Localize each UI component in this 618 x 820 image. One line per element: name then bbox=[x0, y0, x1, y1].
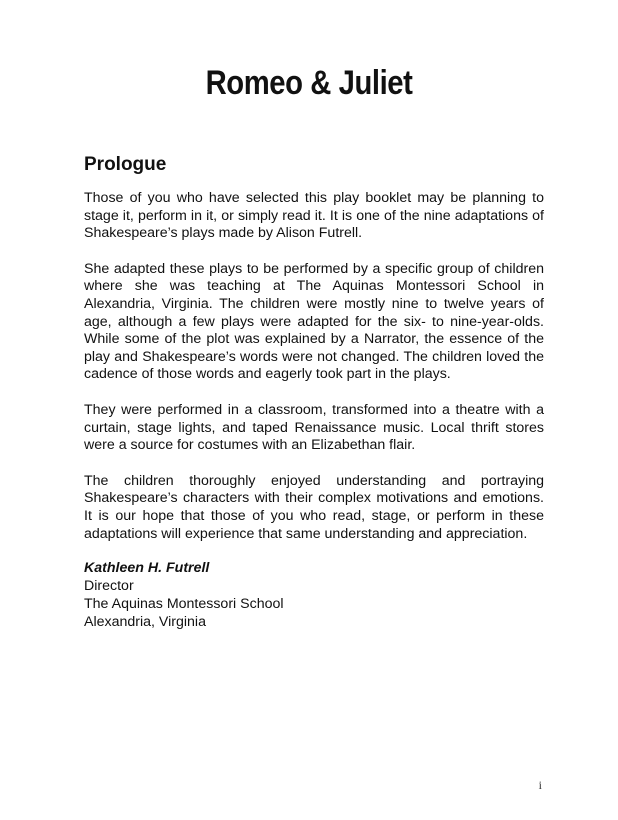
section-heading: Prologue bbox=[84, 154, 167, 175]
paragraph: The children thoroughly enjoyed understanding and portraying Shakespeare’s characters with their complex motivations and emotions. It is our hope that those of you who read, stage, or perform in these adaptations will experience that same understanding and appreciation. bbox=[84, 472, 544, 542]
signature-block bbox=[84, 559, 284, 631]
paragraph: Those of you who have selected this play booklet may be planning to stage it, perform in it, or simply read it. It is one of the nine adaptations of Shakespeare’s plays made by Alison Futrell. bbox=[84, 190, 544, 242]
signature-name: Kathleen H. Futrell bbox=[84, 560, 210, 576]
signature-organization: The Aquinas Montessori School bbox=[84, 596, 284, 612]
document-title: Romeo & Juliet bbox=[205, 64, 413, 102]
prologue-body bbox=[84, 190, 544, 561]
signature-role: Director bbox=[84, 578, 134, 594]
page-number: i bbox=[538, 778, 542, 792]
signature-location: Alexandria, Virginia bbox=[84, 614, 206, 630]
paragraph: She adapted these plays to be performed by a specific group of children where she was teaching at The Aquinas Montessori School in Alexandria, Virginia. The children were mostly nine to twelve years of age, although a few plays were adapted for the six- to nine-year-olds. While some of the plot was explained by a Narrator, the essence of the play and Shakespeare’s words were not changed. The children loved the cadence of those words and eagerly took part in the plays. bbox=[84, 260, 544, 383]
paragraph: They were performed in a classroom, transformed into a theatre with a curtain, stage lights, and taped Renaissance music. Local thrift stores were a source for costumes with an Elizabethan flair. bbox=[84, 401, 544, 454]
